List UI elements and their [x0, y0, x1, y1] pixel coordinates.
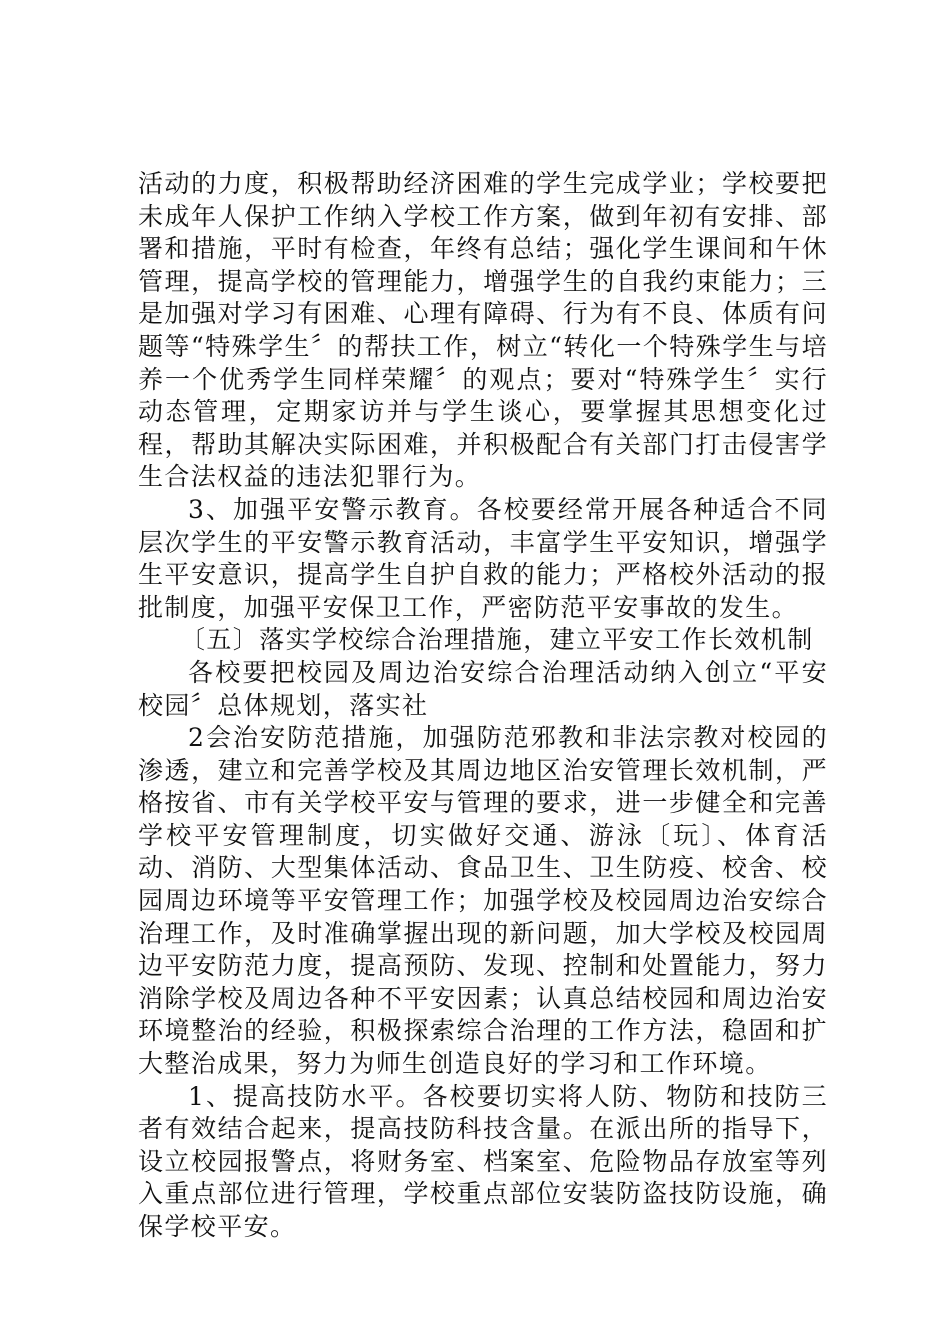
paragraph-technical-defense: 1、提高技防水平。各校要切实将人防、物防和技防三者有效结合起来，提高技防科技含量。在派出所的指导下，设立校园报警点，将财务室、档案室、危险物品存放室等列入重点部位进行管理，学校重点部位安装防盗技防设施，确保学校平安。: [138, 1081, 828, 1241]
paragraph-student-protection: 活动的力度，积极帮助经济困难的学生完成学业；学校要把未成年人保护工作纳入学校工作方案，做到年初有安排、部署和措施，平时有检查，年终有总结；强化学生课间和午休管理，提高学校的管理能力，增强学生的自我约束能力；三是加强对学习有困难、心理有障碍、行为有不良、体质有问题等“特殊学生〞的帮扶工作，树立“转化一个特殊学生与培养一个优秀学生同样荣耀〞的观点；要对“特殊学生〞实行动态管理，定期家访并与学生谈心，要掌握其思想变化过程，帮助其解决实际困难，并积极配合有关部门打击侵害学生合法权益的违法犯罪行为。: [138, 169, 828, 492]
document-body: [138, 168, 828, 1244]
paragraph-campus-peripheral-governance: 各校要把校园及周边治安综合治理活动纳入创立“平安校园〞总体规划，落实社: [138, 657, 828, 720]
paragraph-public-security-measures: 2会治安防范措施，加强防范邪教和非法宗教对校园的渗透，建立和完善学校及其周边地区治安管理长效机制，严格按省、市有关学校平安与管理的要求，进一步健全和完善学校平安管理制度，切实做好交通、游泳〔玩〕、体育活动、消防、大型集体活动、食品卫生、卫生防疫、校舍、校园周边环境等平安管理工作；加强学校及校园周边治安综合治理工作，及时准确掌握出现的新问题，加大学校及校园周边平安防范力度，提高预防、发现、控制和处置能力，努力消除学校及周边各种不平安因素；认真总结校园和周边治安环境整治的经验，积极探索综合治理的工作方法，稳固和扩大整治成果，努力为师生创造良好的学习和工作环境。: [138, 723, 828, 1079]
paragraph-safety-warning-education: 3、加强平安警示教育。各校要经常开展各种适合不同层次学生的平安警示教育活动，丰富学生平安知识，增强学生平安意识，提高学生自护自救的能力；严格校外活动的报批制度，加强平安保卫工作，严密防范平安事故的发生。: [138, 494, 828, 622]
section-heading-comprehensive-governance: 〔五〕落实学校综合治理措施，建立平安工作长效机制: [180, 625, 814, 655]
